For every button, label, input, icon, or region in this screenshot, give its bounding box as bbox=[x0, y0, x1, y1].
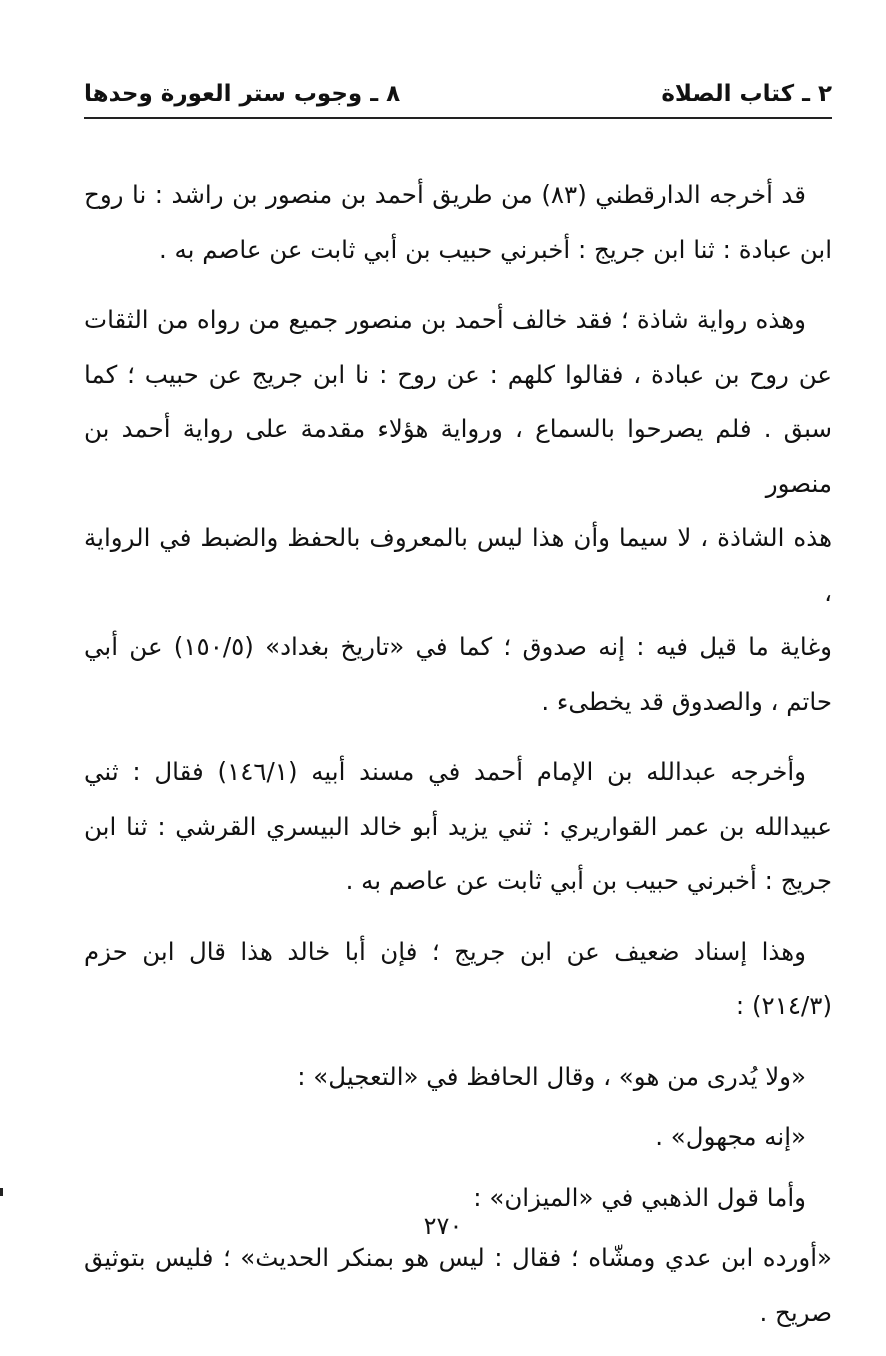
paragraph bbox=[84, 925, 832, 1034]
text-line: قد أخرجه الدارقطني (٨٣) من طريق أحمد بن منصور بن راشد : نا روح bbox=[84, 180, 806, 209]
text-line: سبق . فلم يصرحوا بالسماع ، ورواية هؤلاء مقدمة على رواية أحمد بن منصور bbox=[84, 414, 832, 498]
text-line: عبيدالله بن عمر القواريري : ثني يزيد أبو خالد البيسري القرشي : ثنا ابن bbox=[84, 811, 832, 841]
quote-line: «ولا يُدرى من هو» ، وقال الحافظ في «التعجيل» : bbox=[297, 1061, 806, 1091]
scan-edge-mark bbox=[0, 1188, 3, 1196]
text-line: «أورده ابن عدي ومشّاه ؛ فقال : ليس هو بمنكر الحديث» ؛ فليس بتوثيق bbox=[84, 1243, 832, 1272]
text-line: وهذا إسناد ضعيف عن ابن جريج ؛ فإن أبا خالد هذا قال ابن حزم bbox=[84, 936, 806, 966]
header-section: ٨ ـ وجوب ستر العورة وحدها bbox=[84, 81, 401, 107]
text-line: وهذه رواية شاذة ؛ فقد خالف أحمد بن منصور جميع من رواه من الثقات bbox=[84, 305, 806, 334]
quote-line: «إنه مجهول» . bbox=[655, 1122, 806, 1151]
page-number: ٢٧٠ bbox=[423, 1212, 463, 1240]
text-line: عن روح بن عبادة ، فقالوا كلهم : عن روح : نا ابن جريج عن حبيب ؛ كما bbox=[84, 359, 832, 389]
text-line: وغاية ما قيل فيه : إنه صدوق ؛ كما في «تاريخ بغداد» (١٥٠/٥) عن أبي bbox=[84, 632, 832, 661]
paragraph bbox=[84, 745, 832, 909]
text-line: ابن عبادة : ثنا ابن جريج : أخبرني حبيب بن أبي ثابت عن عاصم به . bbox=[158, 234, 832, 264]
text-line: حاتم ، والصدوق قد يخطىء . bbox=[541, 686, 832, 716]
text-line: جريج : أخبرني حبيب بن أبي ثابت عن عاصم به . bbox=[345, 866, 832, 895]
text-line: وأخرجه عبدالله بن الإمام أحمد في مسند أبيه (١٤٦/١) فقال : ثني bbox=[84, 757, 806, 786]
text-line: صريح . bbox=[759, 1297, 832, 1327]
header-chapter: ٢ ـ كتاب الصلاة bbox=[661, 81, 832, 107]
text-line: هذه الشاذة ، لا سيما وأن هذا ليس بالمعروف بالحفظ والضبط في الرواية ، bbox=[84, 523, 832, 607]
page-body bbox=[84, 168, 832, 1356]
quote-line: وأما قول الذهبي في «الميزان» : bbox=[473, 1182, 806, 1212]
running-header bbox=[84, 76, 832, 112]
paragraph bbox=[84, 1231, 832, 1340]
paragraph bbox=[84, 168, 832, 277]
paragraph bbox=[84, 293, 832, 729]
header-rule bbox=[84, 117, 832, 119]
text-line: (٢١٤/٣) : bbox=[735, 991, 832, 1020]
